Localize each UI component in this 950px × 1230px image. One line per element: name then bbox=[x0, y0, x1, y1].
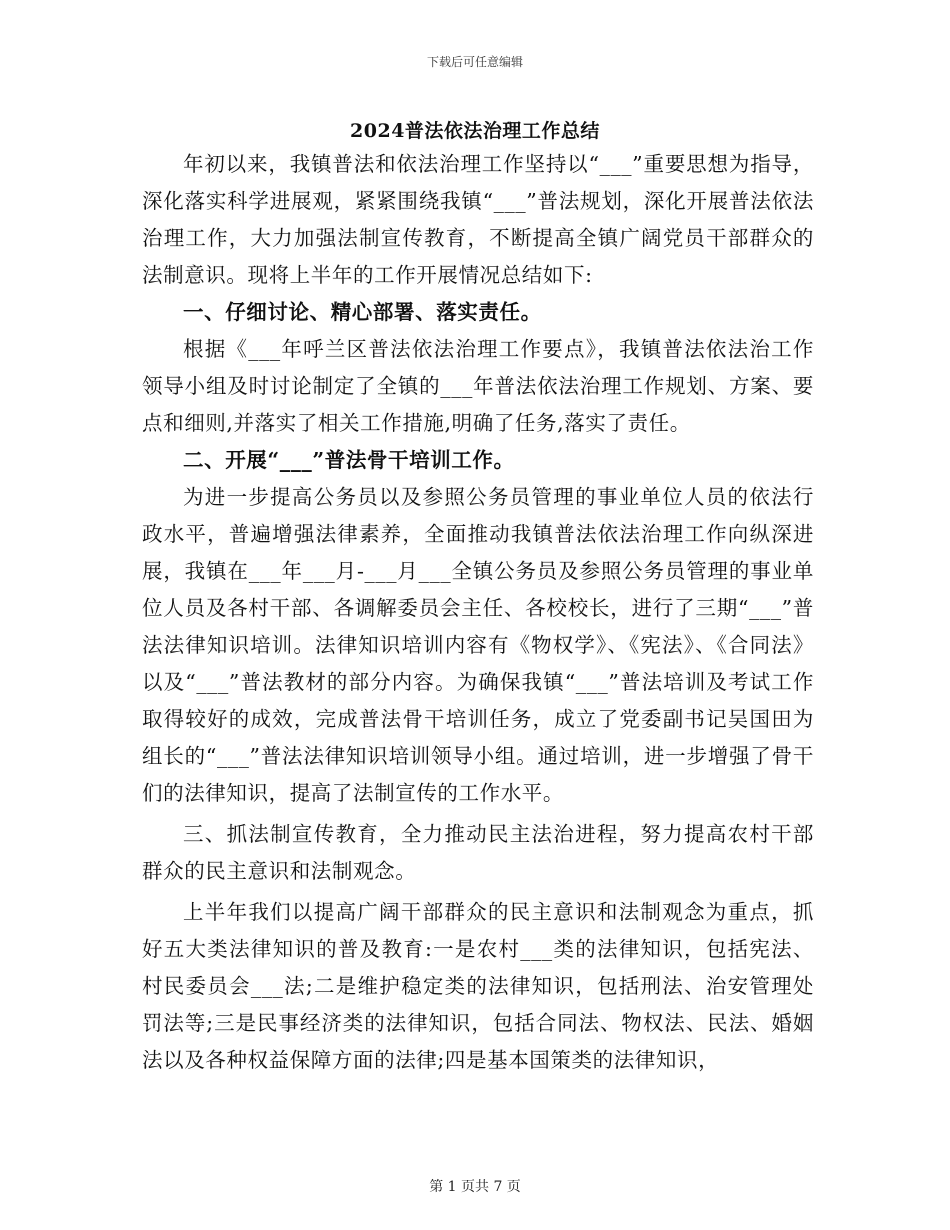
section-2-paragraph: 为进一步提高公务员以及参照公务员管理的事业单位人员的依法行政水平，普遍增强法律素养，全面推动我镇普法依法治理工作向纵深进展，我镇在___年___月-___月___全镇公务员及参照公务员管理的事业单位人员及各村干部、各调解委员会主任、各校校长，进行了三期“___”普法法律知识培训。法律知识培训内容有《物权学》、《宪法》、《合同法》以及“___”普法教材的部分内容。为确保我镇“___”普法培训及考试工作取得较好的成效，完成普法骨干培训任务，成立了党委副书记吴国田为组长的“___”普法法律知识培训领导小组。通过培训，进一步增强了骨干们的法律知识，提高了法制宣传的工作水平。 bbox=[142, 485, 814, 805]
header-note: 下载后可任意编辑 bbox=[426, 55, 523, 69]
section-heading-1: 一、仔细讨论、精心部署、落实责任。 bbox=[183, 300, 542, 324]
section-3-paragraph: 上半年我们以提高广阔干部群众的民主意识和法制观念为重点，抓好五大类法律知识的普及教育:一是农村___类的法律知识，包括宪法、村民委员会___法;二是维护稳定类的法律知识，包括刑法、治安管理处罚法等;三是民事经济类的法律知识，包括合同法、物权法、民法、婚姻法以及各种权益保障方面的法律;四是基本国策类的法律知识， bbox=[142, 900, 814, 1072]
document-body bbox=[142, 146, 814, 1079]
intro-paragraph: 年初以来，我镇普法和依法治理工作坚持以“___”重要思想为指导，深化落实科学进展观，紧紧围绕我镇“___”普法规划，深化开展普法依法治理工作，大力加强法制宣传教育，不断提高全镇广阔党员干部群众的法制意识。现将上半年的工作开展情况总结如下: bbox=[142, 152, 814, 287]
section-1-paragraph: 根据《___年呼兰区普法依法治理工作要点》，我镇普法依法治工作领导小组及时讨论制定了全镇的___年普法依法治理工作规划、方案、要点和细则,并落实了相关工作措施,明确了任务,落实了责任。 bbox=[142, 337, 814, 435]
section-heading-3: 三、抓法制宣传教育，全力推动民主法治进程，努力提高农村干部群众的民主意识和法制观念。 bbox=[142, 822, 814, 883]
section-heading-2: 二、开展“___”普法骨干培训工作。 bbox=[183, 448, 515, 472]
document-title: 2024普法依法治理工作总结 bbox=[350, 120, 600, 142]
page-number: 第 1 页共 7 页 bbox=[429, 1179, 521, 1195]
